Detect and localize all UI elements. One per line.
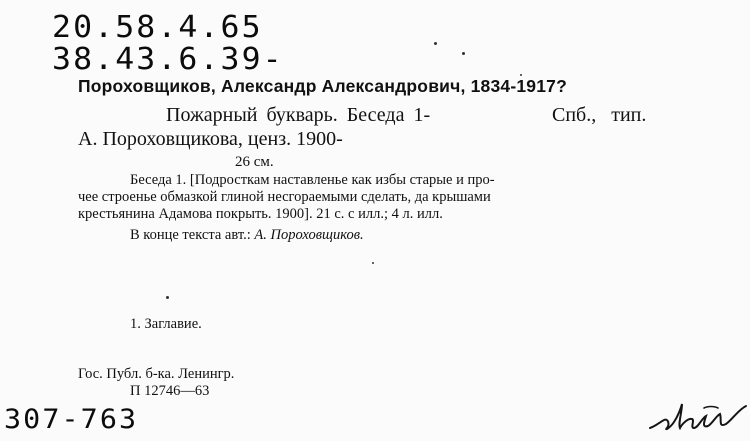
size-field: 26 см. xyxy=(235,154,274,170)
handwritten-code-1: 20.58.4.65 xyxy=(52,10,263,45)
author-note-name: А. Пороховщиков. xyxy=(254,227,364,243)
scan-speck xyxy=(434,42,437,45)
note-line-2: чее строенье обмазкой глиной несгораемыми сделать, да крышами xyxy=(78,189,491,205)
scan-speck xyxy=(462,52,465,55)
handwritten-signature-icon xyxy=(648,398,748,438)
library-holder: Гос. Публ. б-ка. Ленингр. xyxy=(78,366,235,382)
scan-speck xyxy=(520,74,522,76)
subject-entry: 1. Заглавие. xyxy=(130,316,202,332)
handwritten-code-2: 38.43.6.39- xyxy=(52,42,284,77)
note-line-1: Беседа 1. [Подросткам наставленье как избы старые и про- xyxy=(130,172,495,188)
title-line-1: Пожарный букварь. Беседа 1- xyxy=(166,104,431,126)
note-line-3: крестьянина Адамова покрыть. 1900]. 21 с. с илл.; 4 л. илл. xyxy=(78,206,443,222)
author-note xyxy=(130,227,364,244)
title-line-2: А. Пороховщикова, ценз. 1900- xyxy=(78,128,343,150)
handwritten-bottom-code: 307-763 xyxy=(4,404,139,435)
author-note-prefix: В конце текста авт.: xyxy=(130,227,251,243)
author-heading: Пороховщиков, Александр Александрович, 1834-1917? xyxy=(78,76,567,96)
library-shelfmark: П 12746—63 xyxy=(130,383,210,399)
title-line-1-imprint: Спб., тип. xyxy=(552,104,647,126)
scan-speck xyxy=(166,296,169,299)
scan-speck xyxy=(372,262,374,264)
